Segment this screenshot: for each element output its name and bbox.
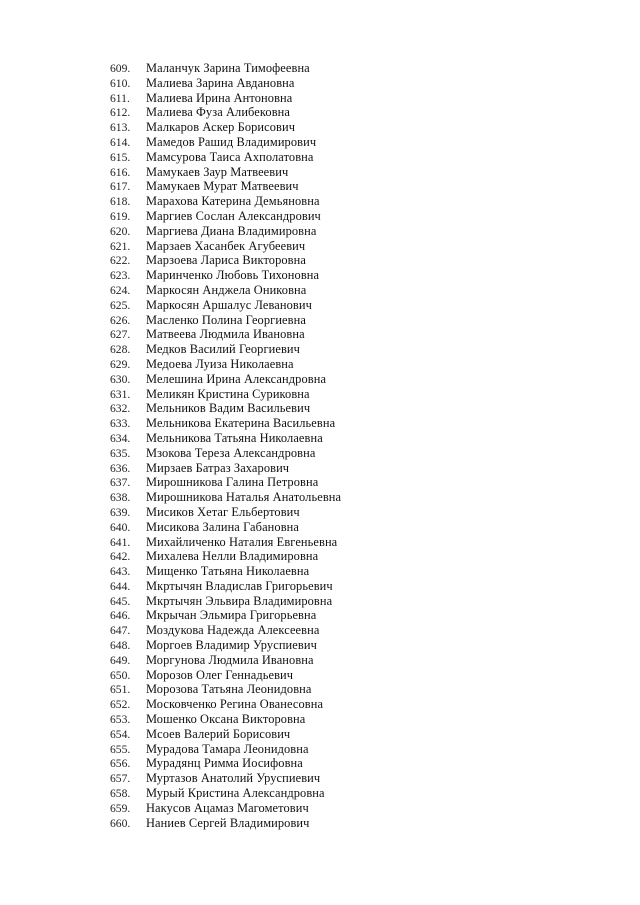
list-item-name: Мсоев Валерий Борисович — [146, 726, 291, 741]
list-item-name: Московченко Регина Ованесовна — [146, 697, 324, 712]
list-item — [110, 91, 341, 106]
list-item — [110, 120, 341, 135]
list-item — [110, 461, 341, 476]
list-item-number: 628. — [110, 343, 131, 357]
list-item-number: 630. — [110, 372, 131, 386]
list-item-name: Мошенко Оксана Викторовна — [146, 712, 306, 727]
list-item-name: Мельникова Екатерина Васильевна — [146, 416, 336, 431]
list-item-number: 654. — [110, 727, 131, 741]
list-item-number: 649. — [110, 653, 131, 667]
list-item-number: 627. — [110, 328, 131, 342]
list-item-name: Медков Василий Георгиевич — [146, 342, 300, 357]
list-item-name: Морозова Татьяна Леонидовна — [146, 682, 312, 697]
list-item-number: 641. — [110, 535, 131, 549]
list-item-number: 660. — [110, 816, 131, 830]
list-item-name: Михайличенко Наталия Евгеньевна — [146, 534, 338, 549]
list-item — [110, 105, 341, 120]
list-item-name: Марзоева Лариса Викторовна — [146, 253, 306, 268]
list-item-name: Мамсурова Таиса Ахполатовна — [146, 149, 314, 164]
list-item — [110, 535, 341, 550]
list-item-number: 657. — [110, 772, 131, 786]
list-item — [110, 387, 341, 402]
list-item — [110, 801, 341, 816]
list-item — [110, 549, 341, 564]
list-item — [110, 298, 341, 313]
list-item-number: 643. — [110, 565, 131, 579]
list-item-name: Мамукаев Заур Матвеевич — [146, 164, 289, 179]
list-item — [110, 357, 341, 372]
list-item-name: Масленко Полина Георгиевна — [146, 312, 306, 327]
list-item-name: Малиева Ирина Антоновна — [146, 90, 293, 105]
list-item — [110, 682, 341, 697]
list-item-name: Маргиев Сослан Александрович — [146, 208, 321, 223]
list-item-number: 637. — [110, 476, 131, 490]
list-item-name: Муртазов Анатолий Уруспиевич — [146, 771, 321, 786]
list-item-name: Морозов Олег Геннадьевич — [146, 667, 294, 682]
list-item — [110, 771, 341, 786]
list-item-number: 631. — [110, 387, 131, 401]
list-item-name: Моргунова Людмила Ивановна — [146, 652, 314, 667]
list-item-number: 644. — [110, 579, 131, 593]
list-item — [110, 268, 341, 283]
list-item — [110, 313, 341, 328]
list-item — [110, 283, 341, 298]
list-item-number: 614. — [110, 135, 131, 149]
list-item-number: 646. — [110, 609, 131, 623]
list-item — [110, 150, 341, 165]
list-item-number: 617. — [110, 180, 131, 194]
list-item — [110, 742, 341, 757]
list-item-name: Маланчук Зарина Тимофеевна — [146, 61, 310, 75]
list-item-number: 659. — [110, 801, 131, 815]
list-item — [110, 401, 341, 416]
list-item-number: 639. — [110, 505, 131, 519]
list-item — [110, 327, 341, 342]
list-item — [110, 239, 341, 254]
list-item — [110, 756, 341, 771]
list-item — [110, 135, 341, 150]
list-item-number: 647. — [110, 624, 131, 638]
list-item-name: Марахова Катерина Демьяновна — [146, 194, 320, 209]
list-item-number: 635. — [110, 446, 131, 460]
list-item-number: 626. — [110, 313, 131, 327]
list-item — [110, 342, 341, 357]
list-item-name: Мельникова Татьяна Николаевна — [146, 430, 323, 445]
list-item-name: Моздукова Надежда Алексеевна — [146, 623, 320, 638]
list-item-name: Малиева Зарина Авдановна — [146, 75, 295, 90]
list-item-name: Мурадова Тамара Леонидовна — [146, 741, 309, 756]
list-item-name: Мисиков Хетаг Ельбертович — [146, 504, 300, 519]
list-item — [110, 505, 341, 520]
list-item-name: Мельников Вадим Васильевич — [146, 401, 311, 416]
list-item-name: Мурый Кристина Александровна — [146, 786, 325, 801]
list-item-number: 658. — [110, 787, 131, 801]
list-item-number: 640. — [110, 520, 131, 534]
list-item-number: 629. — [110, 357, 131, 371]
list-item-number: 610. — [110, 76, 131, 90]
list-item-number: 623. — [110, 269, 131, 283]
list-item — [110, 564, 341, 579]
list-item — [110, 608, 341, 623]
list-item-name: Малкаров Аскер Борисович — [146, 120, 296, 135]
list-item — [110, 786, 341, 801]
list-item-name: Матвеева Людмила Ивановна — [146, 327, 305, 342]
list-item-name: Маргиева Диана Владимировна — [146, 223, 317, 238]
list-item-name: Мищенко Татьяна Николаевна — [146, 564, 310, 579]
list-item-name: Мирошникова Галина Петровна — [146, 475, 319, 490]
list-item — [110, 253, 341, 268]
list-item — [110, 816, 341, 831]
list-item-number: 621. — [110, 239, 131, 253]
list-item-name: Медоева Луиза Николаевна — [146, 356, 294, 371]
list-item-name: Мирошникова Наталья Анатольевна — [146, 490, 342, 505]
list-item — [110, 76, 341, 91]
list-item-number: 638. — [110, 491, 131, 505]
list-item-name: Мурадянц Римма Иосифовна — [146, 756, 303, 771]
list-item-name: Маркосян Аршалус Леванович — [146, 297, 312, 312]
list-item-number: 634. — [110, 431, 131, 445]
list-item-number: 651. — [110, 683, 131, 697]
list-item-name: Моргоев Владимир Уруспиевич — [146, 638, 317, 653]
list-item-name: Мамукаев Мурат Матвеевич — [146, 179, 299, 194]
list-item-name: Мзокова Тереза Александровна — [146, 445, 316, 460]
list-item-name: Марзаев Хасанбек Агубеевич — [146, 238, 306, 253]
list-item-name: Наниев Сергей Владимирович — [146, 815, 310, 830]
list-item-name: Мисикова Залина Габановна — [146, 519, 299, 534]
list-item — [110, 638, 341, 653]
numbered-name-list — [110, 61, 341, 830]
list-item-name: Маринченко Любовь Тихоновна — [146, 268, 320, 283]
list-item — [110, 372, 341, 387]
list-item — [110, 697, 341, 712]
list-item-number: 622. — [110, 254, 131, 268]
list-item — [110, 653, 341, 668]
list-item-number: 612. — [110, 106, 131, 120]
list-item-name: Малиева Фуза Алибековна — [146, 105, 290, 120]
list-item-number: 609. — [110, 62, 131, 75]
list-item — [110, 594, 341, 609]
list-item — [110, 579, 341, 594]
list-item-name: Мкртычян Владислав Григорьевич — [146, 578, 333, 593]
list-item — [110, 520, 341, 535]
list-item-number: 615. — [110, 150, 131, 164]
list-item-name: Мирзаев Батраз Захарович — [146, 460, 290, 475]
list-item — [110, 179, 341, 194]
list-item — [110, 165, 341, 180]
list-item-number: 655. — [110, 742, 131, 756]
list-item-name: Мелешина Ирина Александровна — [146, 371, 327, 386]
list-item-number: 650. — [110, 668, 131, 682]
list-item-number: 632. — [110, 402, 131, 416]
list-item-number: 620. — [110, 224, 131, 238]
list-item — [110, 712, 341, 727]
list-item — [110, 224, 341, 239]
list-item — [110, 446, 341, 461]
list-item — [110, 623, 341, 638]
list-item — [110, 209, 341, 224]
list-item-number: 613. — [110, 121, 131, 135]
list-item-name: Накусов Ацамаз Магометович — [146, 800, 309, 815]
list-item-name: Маркосян Анджела Ониковна — [146, 282, 307, 297]
list-item — [110, 727, 341, 742]
list-item-number: 611. — [110, 91, 130, 105]
list-item-name: Мкртычян Эльвира Владимировна — [146, 593, 333, 608]
list-item — [110, 61, 341, 76]
list-item-number: 616. — [110, 165, 131, 179]
list-item-number: 642. — [110, 550, 131, 564]
list-item-name: Михалева Нелли Владимировна — [146, 549, 319, 564]
list-item — [110, 194, 341, 209]
list-item-number: 656. — [110, 757, 131, 771]
list-item-number: 633. — [110, 417, 131, 431]
list-item-name: Меликян Кристина Суриковна — [146, 386, 310, 401]
list-item — [110, 416, 341, 431]
list-item-name: Мкрычан Эльмира Григорьевна — [146, 608, 317, 623]
list-item-number: 652. — [110, 698, 131, 712]
list-item-name: Мамедов Рашид Владимирович — [146, 134, 317, 149]
list-item-number: 624. — [110, 283, 131, 297]
list-item-number: 645. — [110, 594, 131, 608]
list-item — [110, 490, 341, 505]
list-item-number: 648. — [110, 639, 131, 653]
list-item-number: 625. — [110, 298, 131, 312]
list-item — [110, 475, 341, 490]
list-item-number: 653. — [110, 713, 131, 727]
list-item-number: 636. — [110, 461, 131, 475]
list-item — [110, 431, 341, 446]
list-item-number: 618. — [110, 195, 131, 209]
list-item — [110, 668, 341, 683]
list-item-number: 619. — [110, 209, 131, 223]
